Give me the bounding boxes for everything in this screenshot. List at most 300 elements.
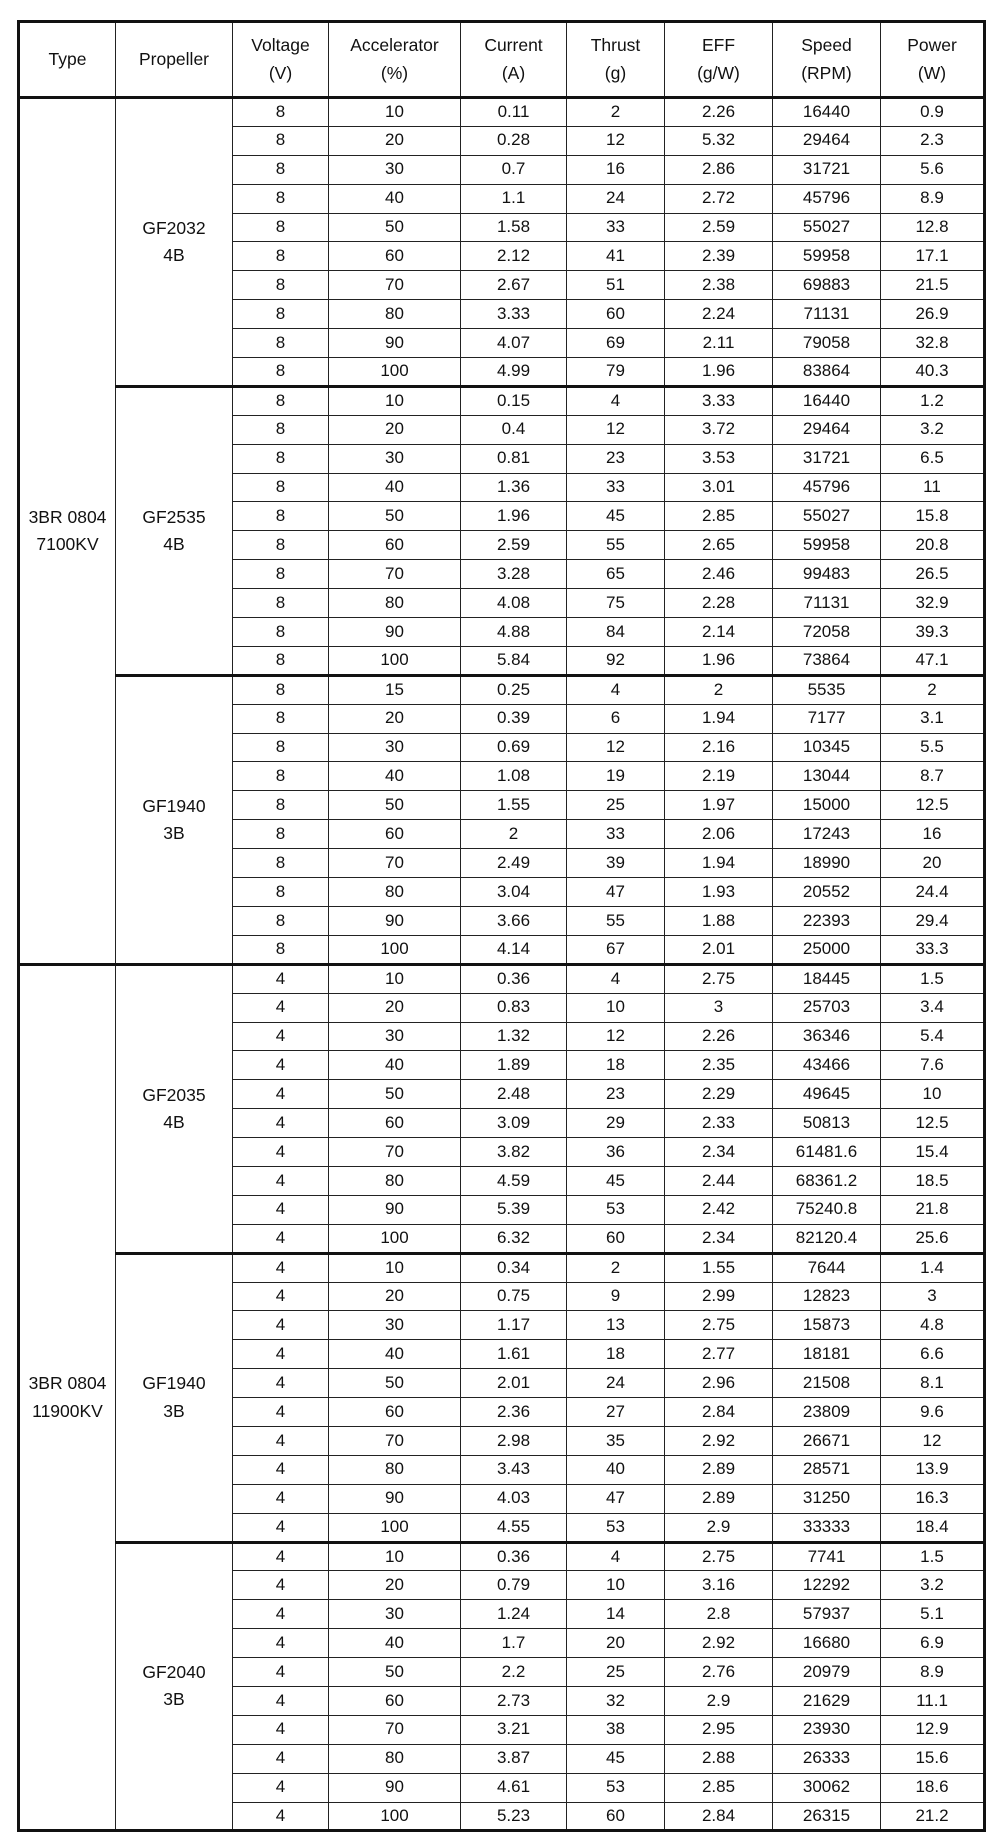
power-cell: 11: [881, 473, 985, 502]
cell-text-line: (g/W): [697, 62, 740, 83]
accelerator-cell: 10: [329, 964, 461, 993]
cell-text-line: (V): [268, 62, 293, 83]
accelerator-cell: 100: [329, 1513, 461, 1542]
cell-text-line: 7100KV: [36, 533, 99, 554]
eff-cell: 2.44: [665, 1166, 773, 1195]
thrust-cell: 4: [567, 675, 665, 704]
cell-text-line: (RPM): [801, 62, 852, 83]
power-cell: 26.9: [881, 300, 985, 329]
current-cell: 2.73: [461, 1686, 567, 1715]
accelerator-cell: 10: [329, 386, 461, 415]
current-cell: 1.61: [461, 1340, 567, 1369]
speed-cell: 31250: [773, 1484, 881, 1513]
speed-cell: 29464: [773, 126, 881, 155]
accelerator-cell: 60: [329, 1686, 461, 1715]
speed-cell: 31721: [773, 155, 881, 184]
speed-cell: 99483: [773, 560, 881, 589]
current-cell: 0.69: [461, 733, 567, 762]
column-header-thrust: [567, 22, 665, 98]
column-header-speed: [773, 22, 881, 98]
eff-cell: 2.76: [665, 1658, 773, 1687]
column-header-propeller: [116, 22, 233, 98]
voltage-cell: 4: [233, 1629, 329, 1658]
cell-text-line: (A): [501, 62, 526, 83]
power-cell: 18.5: [881, 1166, 985, 1195]
eff-cell: 2.24: [665, 300, 773, 329]
accelerator-cell: 100: [329, 646, 461, 675]
speed-cell: 15000: [773, 791, 881, 820]
thrust-cell: 39: [567, 849, 665, 878]
eff-cell: 2.89: [665, 1484, 773, 1513]
current-cell: 0.36: [461, 1542, 567, 1571]
accelerator-cell: 10: [329, 1542, 461, 1571]
current-cell: 0.83: [461, 993, 567, 1022]
accelerator-cell: 70: [329, 1715, 461, 1744]
voltage-cell: 4: [233, 1166, 329, 1195]
voltage-cell: 8: [233, 184, 329, 213]
thrust-cell: 32: [567, 1686, 665, 1715]
current-cell: 3.82: [461, 1138, 567, 1167]
accelerator-cell: 20: [329, 993, 461, 1022]
propeller-cell: [116, 1253, 233, 1542]
accelerator-cell: 100: [329, 1802, 461, 1831]
current-cell: 1.32: [461, 1022, 567, 1051]
power-cell: 18.4: [881, 1513, 985, 1542]
eff-cell: 1.55: [665, 1253, 773, 1282]
accelerator-cell: 50: [329, 1080, 461, 1109]
current-cell: 2.67: [461, 271, 567, 300]
table-row: [19, 1253, 985, 1282]
speed-cell: 43466: [773, 1051, 881, 1080]
speed-cell: 16440: [773, 98, 881, 127]
voltage-cell: 4: [233, 1571, 329, 1600]
speed-cell: 13044: [773, 762, 881, 791]
speed-cell: 25000: [773, 935, 881, 964]
current-cell: 6.32: [461, 1224, 567, 1253]
power-cell: 6.9: [881, 1629, 985, 1658]
thrust-cell: 47: [567, 1484, 665, 1513]
eff-cell: 1.96: [665, 358, 773, 387]
accelerator-cell: 40: [329, 1340, 461, 1369]
table-row: [19, 386, 985, 415]
eff-cell: 2.34: [665, 1224, 773, 1253]
power-cell: 5.4: [881, 1022, 985, 1051]
motor-type-cell: [19, 98, 116, 965]
motor-test-table: [17, 20, 986, 1832]
voltage-cell: 4: [233, 1340, 329, 1369]
power-cell: 40.3: [881, 358, 985, 387]
speed-cell: 59958: [773, 242, 881, 271]
eff-cell: 3.16: [665, 1571, 773, 1600]
thrust-cell: 10: [567, 993, 665, 1022]
power-cell: 16.3: [881, 1484, 985, 1513]
eff-cell: 2.89: [665, 1455, 773, 1484]
thrust-cell: 51: [567, 271, 665, 300]
power-cell: 5.6: [881, 155, 985, 184]
speed-cell: 55027: [773, 213, 881, 242]
power-cell: 4.8: [881, 1311, 985, 1340]
thrust-cell: 36: [567, 1138, 665, 1167]
accelerator-cell: 100: [329, 935, 461, 964]
eff-cell: 3.72: [665, 415, 773, 444]
cell-text-line: GF2535: [142, 506, 206, 527]
thrust-cell: 79: [567, 358, 665, 387]
thrust-cell: 4: [567, 1542, 665, 1571]
thrust-cell: 16: [567, 155, 665, 184]
thrust-cell: 65: [567, 560, 665, 589]
current-cell: 4.59: [461, 1166, 567, 1195]
accelerator-cell: 30: [329, 1600, 461, 1629]
voltage-cell: 8: [233, 98, 329, 127]
eff-cell: 5.32: [665, 126, 773, 155]
speed-cell: 18181: [773, 1340, 881, 1369]
voltage-cell: 4: [233, 1051, 329, 1080]
eff-cell: 2.85: [665, 1773, 773, 1802]
current-cell: 4.55: [461, 1513, 567, 1542]
speed-cell: 30062: [773, 1773, 881, 1802]
thrust-cell: 53: [567, 1195, 665, 1224]
accelerator-cell: 100: [329, 358, 461, 387]
power-cell: 32.8: [881, 329, 985, 358]
accelerator-cell: 60: [329, 1398, 461, 1427]
thrust-cell: 9: [567, 1282, 665, 1311]
accelerator-cell: 40: [329, 762, 461, 791]
power-cell: 7.6: [881, 1051, 985, 1080]
current-cell: 0.11: [461, 98, 567, 127]
voltage-cell: 8: [233, 849, 329, 878]
eff-cell: 2.26: [665, 1022, 773, 1051]
power-cell: 9.6: [881, 1398, 985, 1427]
accelerator-cell: 40: [329, 184, 461, 213]
voltage-cell: 4: [233, 1455, 329, 1484]
power-cell: 39.3: [881, 618, 985, 647]
table-header: [19, 22, 985, 98]
speed-cell: 57937: [773, 1600, 881, 1629]
speed-cell: 25703: [773, 993, 881, 1022]
speed-cell: 22393: [773, 906, 881, 935]
eff-cell: 2.34: [665, 1138, 773, 1167]
thrust-cell: 27: [567, 1398, 665, 1427]
eff-cell: 2.92: [665, 1629, 773, 1658]
speed-cell: 28571: [773, 1455, 881, 1484]
power-cell: 15.6: [881, 1744, 985, 1773]
speed-cell: 75240.8: [773, 1195, 881, 1224]
current-cell: 3.04: [461, 878, 567, 907]
current-cell: 1.55: [461, 791, 567, 820]
thrust-cell: 45: [567, 1744, 665, 1773]
speed-cell: 36346: [773, 1022, 881, 1051]
thrust-cell: 2: [567, 1253, 665, 1282]
propeller-cell: [116, 964, 233, 1253]
accelerator-cell: 90: [329, 906, 461, 935]
thrust-cell: 55: [567, 531, 665, 560]
power-cell: 12.9: [881, 1715, 985, 1744]
current-cell: 3.43: [461, 1455, 567, 1484]
speed-cell: 83864: [773, 358, 881, 387]
thrust-cell: 12: [567, 733, 665, 762]
power-cell: 47.1: [881, 646, 985, 675]
thrust-cell: 18: [567, 1051, 665, 1080]
voltage-cell: 4: [233, 1773, 329, 1802]
cell-text-line: Power: [907, 35, 957, 56]
eff-cell: 2.88: [665, 1744, 773, 1773]
propeller-cell: [116, 98, 233, 387]
speed-cell: 23930: [773, 1715, 881, 1744]
eff-cell: 1.94: [665, 849, 773, 878]
speed-cell: 15873: [773, 1311, 881, 1340]
voltage-cell: 8: [233, 213, 329, 242]
cell-text-line: 4B: [163, 533, 185, 554]
speed-cell: 73864: [773, 646, 881, 675]
accelerator-cell: 60: [329, 242, 461, 271]
current-cell: 0.75: [461, 1282, 567, 1311]
voltage-cell: 8: [233, 300, 329, 329]
eff-cell: 2.85: [665, 502, 773, 531]
eff-cell: 2.38: [665, 271, 773, 300]
accelerator-cell: 80: [329, 300, 461, 329]
speed-cell: 82120.4: [773, 1224, 881, 1253]
current-cell: 5.39: [461, 1195, 567, 1224]
cell-text-line: 3BR 0804: [28, 506, 107, 527]
thrust-cell: 67: [567, 935, 665, 964]
eff-cell: 2.72: [665, 184, 773, 213]
thrust-cell: 18: [567, 1340, 665, 1369]
accelerator-cell: 20: [329, 415, 461, 444]
voltage-cell: 8: [233, 646, 329, 675]
power-cell: 6.6: [881, 1340, 985, 1369]
voltage-cell: 4: [233, 964, 329, 993]
header-row: [19, 22, 985, 98]
voltage-cell: 8: [233, 242, 329, 271]
power-cell: 8.1: [881, 1369, 985, 1398]
thrust-cell: 55: [567, 906, 665, 935]
thrust-cell: 33: [567, 820, 665, 849]
cell-text-line: EFF: [701, 35, 736, 56]
speed-cell: 26315: [773, 1802, 881, 1831]
power-cell: 26.5: [881, 560, 985, 589]
thrust-cell: 69: [567, 329, 665, 358]
eff-cell: 2.9: [665, 1513, 773, 1542]
current-cell: 2.48: [461, 1080, 567, 1109]
voltage-cell: 8: [233, 618, 329, 647]
accelerator-cell: 70: [329, 1426, 461, 1455]
speed-cell: 7741: [773, 1542, 881, 1571]
cell-text-line: (W): [917, 62, 947, 83]
accelerator-cell: 30: [329, 155, 461, 184]
cell-text-line: 3B: [163, 822, 185, 843]
accelerator-cell: 70: [329, 271, 461, 300]
voltage-cell: 8: [233, 675, 329, 704]
voltage-cell: 4: [233, 1253, 329, 1282]
eff-cell: 3.53: [665, 444, 773, 473]
current-cell: 4.14: [461, 935, 567, 964]
speed-cell: 12823: [773, 1282, 881, 1311]
voltage-cell: 4: [233, 1109, 329, 1138]
thrust-cell: 53: [567, 1513, 665, 1542]
accelerator-cell: 90: [329, 1484, 461, 1513]
thrust-cell: 10: [567, 1571, 665, 1600]
thrust-cell: 6: [567, 704, 665, 733]
eff-cell: 2.19: [665, 762, 773, 791]
accelerator-cell: 90: [329, 1773, 461, 1802]
eff-cell: 2.65: [665, 531, 773, 560]
current-cell: 0.81: [461, 444, 567, 473]
cell-text-line: 4B: [163, 244, 185, 265]
speed-cell: 21629: [773, 1686, 881, 1715]
power-cell: 12.5: [881, 791, 985, 820]
eff-cell: 2.01: [665, 935, 773, 964]
speed-cell: 31721: [773, 444, 881, 473]
current-cell: 1.89: [461, 1051, 567, 1080]
propeller-cell: [116, 675, 233, 964]
current-cell: 0.15: [461, 386, 567, 415]
current-cell: 2.2: [461, 1658, 567, 1687]
accelerator-cell: 50: [329, 1658, 461, 1687]
thrust-cell: 92: [567, 646, 665, 675]
eff-cell: 3.33: [665, 386, 773, 415]
current-cell: 1.08: [461, 762, 567, 791]
table-row: [19, 964, 985, 993]
thrust-cell: 35: [567, 1426, 665, 1455]
thrust-cell: 40: [567, 1455, 665, 1484]
accelerator-cell: 30: [329, 444, 461, 473]
table-row: [19, 98, 985, 127]
motor-test-table-sheet: [17, 20, 983, 1825]
accelerator-cell: 80: [329, 1166, 461, 1195]
power-cell: 33.3: [881, 935, 985, 964]
current-cell: 0.34: [461, 1253, 567, 1282]
accelerator-cell: 50: [329, 1369, 461, 1398]
eff-cell: 2.95: [665, 1715, 773, 1744]
eff-cell: 2.99: [665, 1282, 773, 1311]
column-header-current: [461, 22, 567, 98]
eff-cell: 1.93: [665, 878, 773, 907]
speed-cell: 26333: [773, 1744, 881, 1773]
voltage-cell: 4: [233, 1224, 329, 1253]
current-cell: 5.23: [461, 1802, 567, 1831]
thrust-cell: 60: [567, 1224, 665, 1253]
accelerator-cell: 60: [329, 820, 461, 849]
voltage-cell: 8: [233, 704, 329, 733]
eff-cell: 2.26: [665, 98, 773, 127]
voltage-cell: 4: [233, 1195, 329, 1224]
accelerator-cell: 10: [329, 1253, 461, 1282]
accelerator-cell: 90: [329, 1195, 461, 1224]
thrust-cell: 60: [567, 300, 665, 329]
thrust-cell: 33: [567, 473, 665, 502]
column-header-accelerator: [329, 22, 461, 98]
eff-cell: 2.75: [665, 964, 773, 993]
eff-cell: 3.01: [665, 473, 773, 502]
column-header-power: [881, 22, 985, 98]
thrust-cell: 29: [567, 1109, 665, 1138]
voltage-cell: 4: [233, 1022, 329, 1051]
thrust-cell: 4: [567, 964, 665, 993]
cell-text-line: Current: [484, 35, 543, 56]
power-cell: 1.2: [881, 386, 985, 415]
thrust-cell: 20: [567, 1629, 665, 1658]
eff-cell: 1.97: [665, 791, 773, 820]
voltage-cell: 4: [233, 1484, 329, 1513]
accelerator-cell: 60: [329, 531, 461, 560]
accelerator-cell: 10: [329, 98, 461, 127]
column-header-eff: [665, 22, 773, 98]
cell-text-line: GF2032: [142, 217, 206, 238]
speed-cell: 20979: [773, 1658, 881, 1687]
voltage-cell: 8: [233, 444, 329, 473]
current-cell: 0.25: [461, 675, 567, 704]
power-cell: 12.5: [881, 1109, 985, 1138]
current-cell: 2.49: [461, 849, 567, 878]
power-cell: 17.1: [881, 242, 985, 271]
power-cell: 21.5: [881, 271, 985, 300]
voltage-cell: 8: [233, 560, 329, 589]
accelerator-cell: 30: [329, 1022, 461, 1051]
thrust-cell: 23: [567, 1080, 665, 1109]
table-row: [19, 675, 985, 704]
current-cell: 0.36: [461, 964, 567, 993]
current-cell: 4.61: [461, 1773, 567, 1802]
thrust-cell: 75: [567, 589, 665, 618]
cell-text-line: Voltage: [251, 35, 310, 56]
table-body: [19, 98, 985, 1831]
cell-text-line: 4B: [163, 1111, 185, 1132]
current-cell: 2.59: [461, 531, 567, 560]
power-cell: 8.9: [881, 1658, 985, 1687]
accelerator-cell: 100: [329, 1224, 461, 1253]
voltage-cell: 4: [233, 1802, 329, 1831]
accelerator-cell: 80: [329, 589, 461, 618]
current-cell: 1.17: [461, 1311, 567, 1340]
eff-cell: 1.94: [665, 704, 773, 733]
speed-cell: 50813: [773, 1109, 881, 1138]
voltage-cell: 8: [233, 733, 329, 762]
eff-cell: 2.77: [665, 1340, 773, 1369]
current-cell: 1.1: [461, 184, 567, 213]
accelerator-cell: 70: [329, 1138, 461, 1167]
current-cell: 0.4: [461, 415, 567, 444]
current-cell: 3.87: [461, 1744, 567, 1773]
thrust-cell: 38: [567, 1715, 665, 1744]
power-cell: 16: [881, 820, 985, 849]
accelerator-cell: 40: [329, 1629, 461, 1658]
eff-cell: 2.8: [665, 1600, 773, 1629]
power-cell: 21.8: [881, 1195, 985, 1224]
power-cell: 12: [881, 1426, 985, 1455]
cell-text-line: Type: [48, 48, 87, 69]
accelerator-cell: 50: [329, 791, 461, 820]
speed-cell: 18445: [773, 964, 881, 993]
current-cell: 3.66: [461, 906, 567, 935]
power-cell: 10: [881, 1080, 985, 1109]
eff-cell: 2.33: [665, 1109, 773, 1138]
current-cell: 4.99: [461, 358, 567, 387]
accelerator-cell: 80: [329, 878, 461, 907]
accelerator-cell: 15: [329, 675, 461, 704]
thrust-cell: 47: [567, 878, 665, 907]
thrust-cell: 12: [567, 415, 665, 444]
speed-cell: 17243: [773, 820, 881, 849]
speed-cell: 71131: [773, 300, 881, 329]
speed-cell: 18990: [773, 849, 881, 878]
eff-cell: 2.16: [665, 733, 773, 762]
current-cell: 0.79: [461, 1571, 567, 1600]
power-cell: 24.4: [881, 878, 985, 907]
voltage-cell: 4: [233, 1369, 329, 1398]
current-cell: 0.7: [461, 155, 567, 184]
power-cell: 2.3: [881, 126, 985, 155]
speed-cell: 72058: [773, 618, 881, 647]
